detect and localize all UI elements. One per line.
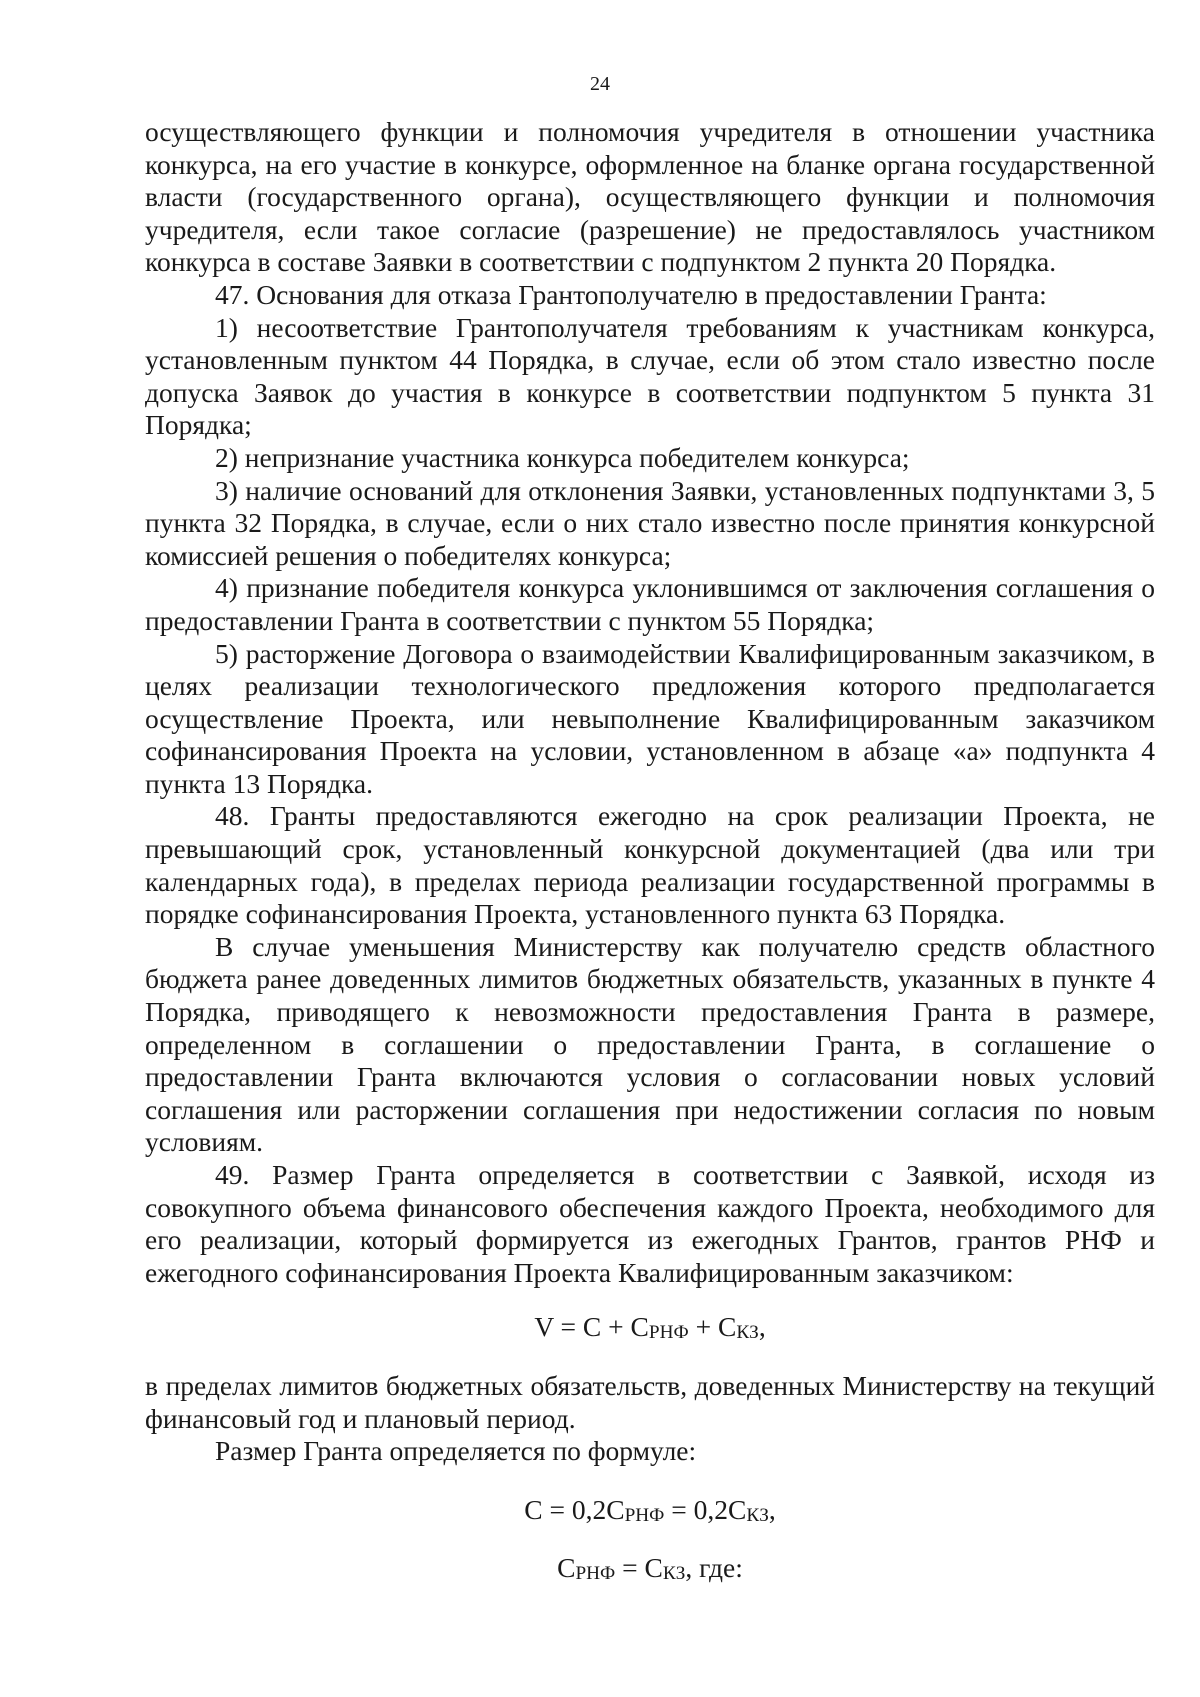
formula-subscript: РНФ [624, 1504, 665, 1526]
paragraph-49-after: в пределах лимитов бюджетных обязательств, доведенных Министерству на текущий финансовый год и плановый период. [145, 1369, 1155, 1434]
formula-equality [145, 1552, 1155, 1585]
formula-part: V = C + C [534, 1311, 649, 1343]
paragraph-48: 48. Гранты предоставляются ежегодно на срок реализации Проекта, не превышающий срок, установленный конкурсной документацией (два или три календарных года), в пределах периода реализации государственной программы в порядке софинансирования Проекта, установленного пункта 63 Порядка. [145, 800, 1155, 930]
formula-part: C = 0,2C [524, 1493, 625, 1525]
paragraph-47-5: 5) расторжение Договора о взаимодействии Квалифицированным заказчиком, в целях реализации технологического предложения которого предполагается осуществление Проекта, или невыполнение Квалифицированным заказчиком софинансирования Проекта на условии, установленном в абзаце «а» подпункта 4 пункта 13 Порядка. [145, 637, 1155, 799]
formula-subscript: КЗ [662, 1563, 686, 1585]
formula-part: , [758, 1311, 766, 1343]
paragraph-47-3: 3) наличие оснований для отклонения Заявки, установленных подпунктами 3, 5 пункта 32 Порядка, в случае, если о них стало известно после принятия конкурсной комиссией решения о победителях конкурса; [145, 474, 1155, 571]
paragraph-49: 49. Размер Гранта определяется в соответствии с Заявкой, исходя из совокупного объема финансового обеспечения каждого Проекта, необходимого для его реализации, который формируется из ежегодных Грантов, грантов РНФ и ежегодного софинансирования Проекта Квалифицированным заказчиком: [145, 1159, 1155, 1288]
formula-grant-size [145, 1494, 1155, 1527]
formula-subscript: РНФ [648, 1322, 689, 1344]
formula-part: , где: [685, 1552, 743, 1584]
formula-subscript: КЗ [736, 1322, 759, 1344]
formula-part: = 0,2C [664, 1493, 747, 1525]
paragraph-continuation: осуществляющего функции и полномочия учредителя в отношении участника конкурса, на его участие в конкурсе, оформленное на бланке органа государственной власти (государственного органа), осуществляющего функции и полномочия учредителя, если такое согласие (разрешение) не предоставлялось участником конкурса в составе Заявки в соответствии с подпунктом 2 пункта 20 Порядка. [145, 116, 1155, 278]
formula-total-volume [145, 1311, 1155, 1344]
paragraph-47-2: 2) непризнание участника конкурса победителем конкурса; [215, 441, 910, 473]
formula-part: , [768, 1493, 776, 1525]
paragraph-47-1: 1) несоответствие Грантополучателя требованиям к участникам конкурса, установленным пунктом 44 Порядка, в случае, если об этом стало известно после допуска Заявок до участия в конкурсе в соответствии подпунктом 5 пункта 31 Порядка; [145, 311, 1155, 441]
formula-subscript: РНФ [575, 1563, 616, 1585]
page-number: 24 [590, 73, 610, 95]
formula-subscript: КЗ [746, 1504, 769, 1526]
paragraph-formula-intro: Размер Гранта определяется по формуле: [215, 1435, 697, 1467]
document-body [145, 116, 1155, 1585]
paragraph-48-b: В случае уменьшения Министерству как получателю средств областного бюджета ранее доведенных лимитов бюджетных обязательств, указанных в пункте 4 Порядка, приводящего к невозможности предоставления Гранта в размере, определенном в соглашении о предоставлении Гранта, в соглашение о предоставлении Гранта включаются условия о согласовании новых условий соглашения или расторжении соглашения при недостижении согласия по новым условиям. [145, 930, 1155, 1158]
formula-part: C [557, 1552, 576, 1584]
formula-part: = C [615, 1552, 663, 1584]
paragraph-47-4: 4) признание победителя конкурса уклонившимся от заключения соглашения о предоставлении Гранта в соответствии с пунктом 55 Порядка; [145, 572, 1155, 636]
paragraph-47: 47. Основания для отказа Грантополучателю в предоставлении Гранта: [215, 278, 1047, 310]
formula-part: + C [688, 1311, 737, 1343]
